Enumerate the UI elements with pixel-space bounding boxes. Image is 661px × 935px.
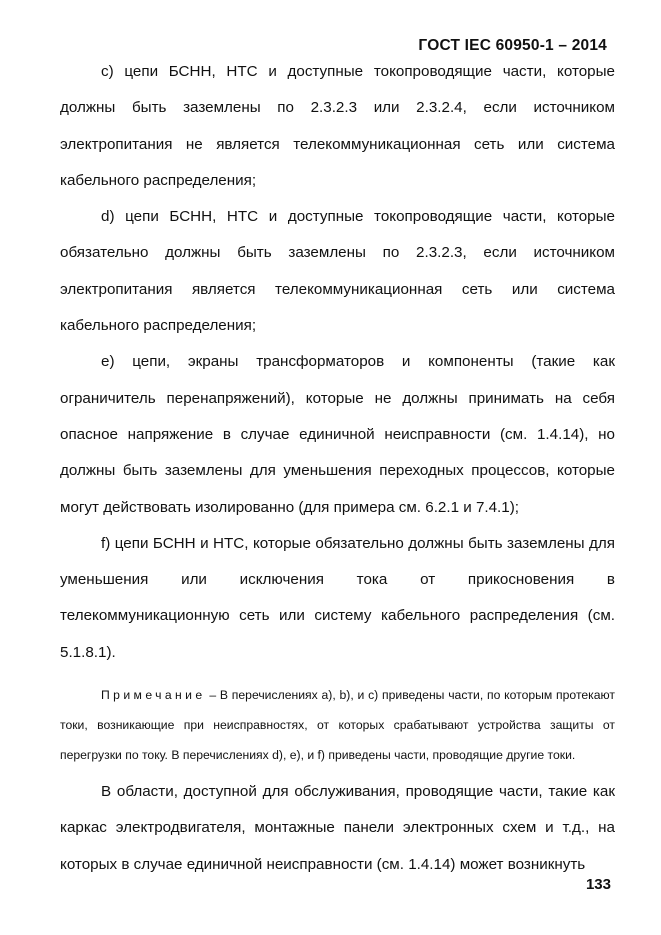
note-label: Примечание [101, 688, 206, 703]
list-item-d: d) цепи БСНН, НТС и доступные токопроводящие части, которые обязательно должны быть заземлены по 2.3.2.3, если источником электропитания является телекоммуникационная сеть или система кабельного распределения; [60, 208, 615, 335]
page-number: 133 [585, 876, 611, 893]
closing-paragraph: В области, доступной для обслуживания, проводящие части, такие как каркас электродвигателя, монтажные панели электронных схем и т.д., на которых в случае единичной неисправности (см. 1.4.14) может возникнуть [60, 783, 615, 873]
document-body [60, 54, 615, 883]
note-text: – В перечислениях a), b), и c) приведены части, по которым протекают токи, возникающие при неисправностях, от которых срабатывают устройства защиты от перегрузки по току. В перечислениях d), e), и f) приведены части, проводящие другие токи. [60, 688, 615, 763]
list-item-f: f) цепи БСНН и НТС, которые обязательно должны быть заземлены для уменьшения или исключения тока от прикосновения в телекоммуникационную сеть или систему кабельного распределения (см. 5.1.8.1). [60, 534, 615, 661]
list-item-e: e) цепи, экраны трансформаторов и компоненты (такие как ограничитель перенапряжений), которые не должны принимать на себя опасное напряжение в случае единичной неисправности (см. 1.4.14), но должны быть заземлены для уменьшения переходных процессов, которые могут действовать изолированно (для примера см. 6.2.1 и 7.4.1); [60, 353, 615, 516]
standard-header: ГОСТ IEC 60950-1 – 2014 [418, 37, 607, 54]
note [60, 680, 615, 770]
list-item-c: c) цепи БСНН, НТС и доступные токопроводящие части, которые должны быть заземлены по 2.3.2.3 или 2.3.2.4, если источником электропитания не является телекоммуникационная сеть или система кабельного распределения; [60, 63, 615, 189]
